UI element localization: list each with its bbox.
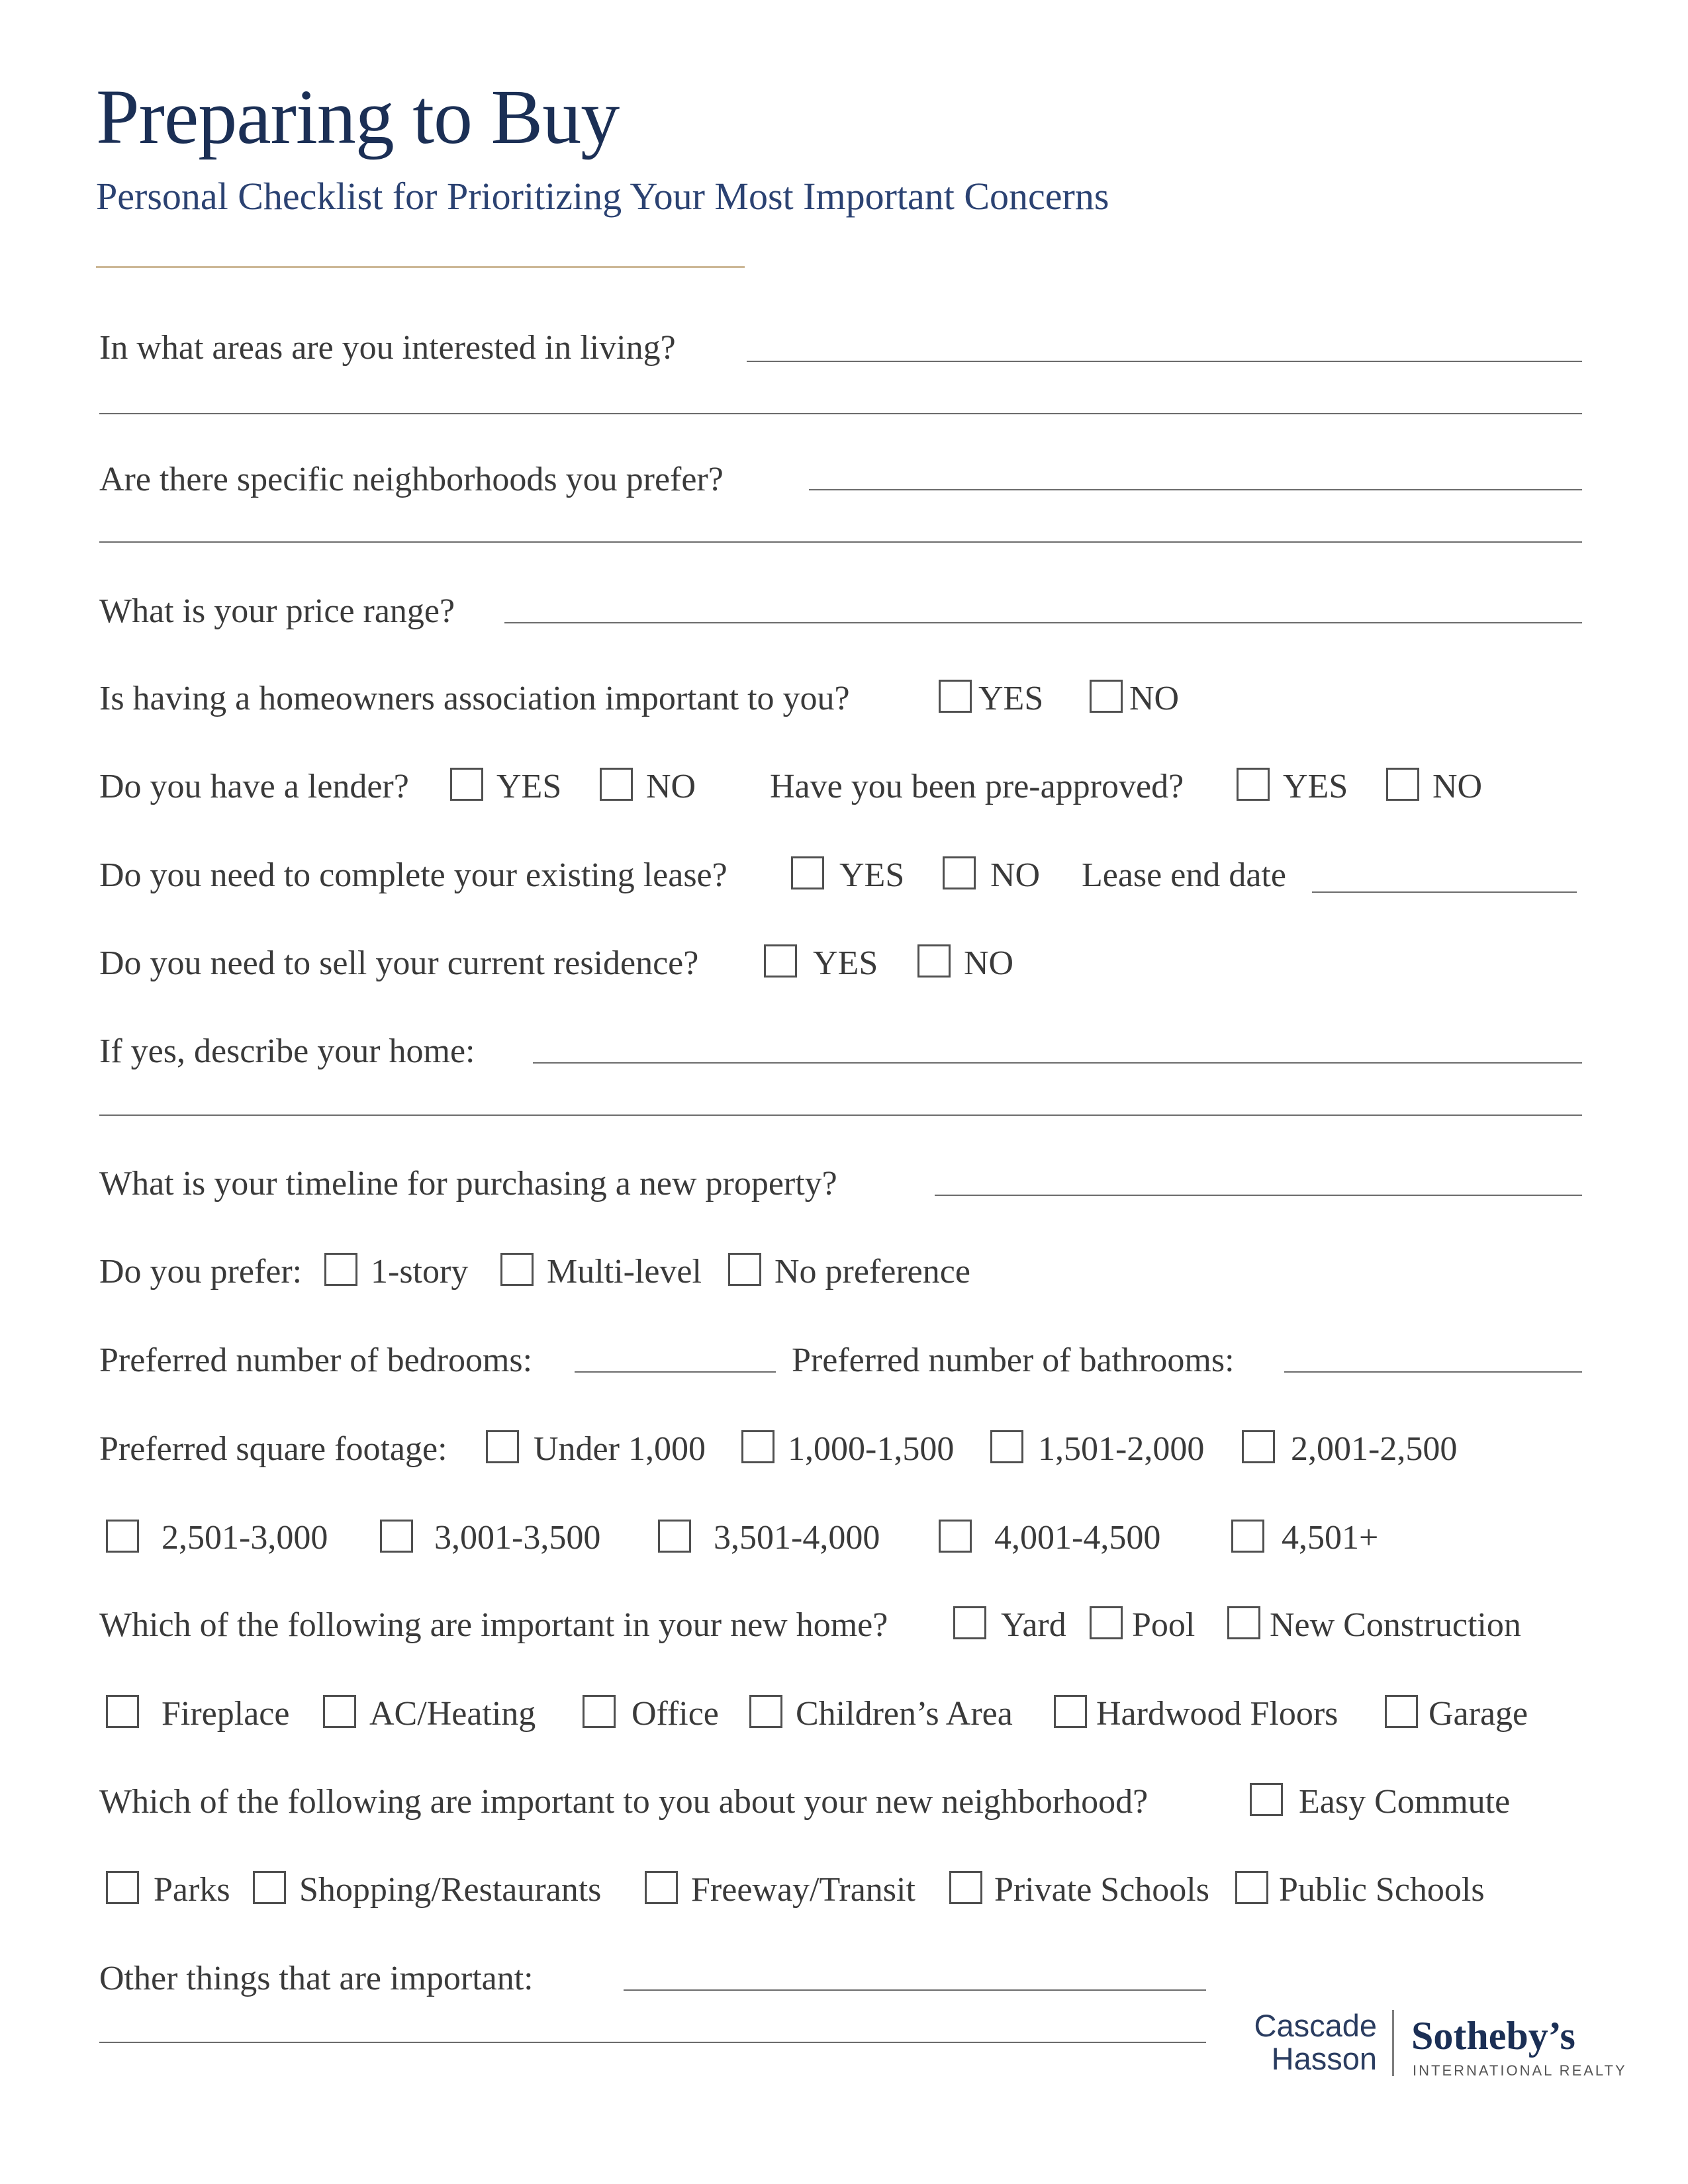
hoa-yes-label: YES xyxy=(978,680,1044,717)
shopping-restaurants-checkbox[interactable] xyxy=(253,1871,286,1904)
pool-checkbox[interactable] xyxy=(1090,1606,1123,1639)
sell-residence-label: Do you need to sell your current residence? xyxy=(99,944,699,982)
lease-yes-checkbox[interactable] xyxy=(791,856,824,889)
areas-field[interactable] xyxy=(747,361,1582,362)
bedrooms-label: Preferred number of bedrooms: xyxy=(99,1342,533,1379)
other-field[interactable] xyxy=(624,1989,1206,1991)
sqft-option-label: 4,001-4,500 xyxy=(994,1519,1161,1557)
sqft-option-label: 2,501-3,000 xyxy=(162,1519,328,1557)
lease-end-label: Lease end date xyxy=(1082,856,1286,894)
sell-yes-label: YES xyxy=(813,944,878,982)
preapproved-label: Have you been pre-approved? xyxy=(770,768,1184,805)
neighborhoods-label: Are there specific neighborhoods you prefer? xyxy=(99,461,724,498)
hoa-yes-checkbox[interactable] xyxy=(939,680,972,713)
home-feature-label: New Construction xyxy=(1270,1606,1521,1644)
neighborhood-feature-label: Shopping/Restaurants xyxy=(299,1871,602,1909)
page-title: Preparing to Buy xyxy=(96,73,620,160)
lender-no-label: NO xyxy=(646,768,696,805)
sqft-4001-4500-checkbox[interactable] xyxy=(939,1520,972,1553)
logo-divider xyxy=(1392,2010,1394,2076)
lease-no-label: NO xyxy=(990,856,1041,894)
sqft-3001-3500-checkbox[interactable] xyxy=(380,1520,413,1553)
neighborhood-feature-label: Freeway/Transit xyxy=(691,1871,915,1909)
sell-no-label: NO xyxy=(964,944,1014,982)
describe-home-field-line-2[interactable] xyxy=(99,1115,1582,1116)
sqft-3501-4000-checkbox[interactable] xyxy=(658,1520,691,1553)
home-feature-label: AC/Heating xyxy=(369,1695,536,1733)
sqft-2501-3000-checkbox[interactable] xyxy=(106,1520,139,1553)
cascade-hasson-logo xyxy=(1231,2009,1377,2075)
lease-no-checkbox[interactable] xyxy=(943,856,976,889)
sqft-option-label: Under 1,000 xyxy=(534,1430,706,1468)
sell-yes-checkbox[interactable] xyxy=(764,944,797,978)
parks-checkbox[interactable] xyxy=(106,1871,139,1904)
bathrooms-field[interactable] xyxy=(1284,1371,1582,1373)
prefer-label: Do you prefer: xyxy=(99,1253,303,1291)
lease-label: Do you need to complete your existing lease? xyxy=(99,856,727,894)
ac-heating-checkbox[interactable] xyxy=(323,1695,356,1728)
hoa-label: Is having a homeowners association important to you? xyxy=(99,680,850,717)
home-feature-label: Office xyxy=(632,1695,719,1733)
multi-level-checkbox[interactable] xyxy=(500,1253,534,1286)
one-story-label: 1-story xyxy=(371,1253,469,1291)
describe-home-label: If yes, describe your home: xyxy=(99,1032,475,1070)
timeline-field[interactable] xyxy=(935,1195,1582,1196)
neighborhoods-field-line-2[interactable] xyxy=(99,541,1582,543)
lease-end-field[interactable] xyxy=(1312,891,1577,893)
lender-label: Do you have a lender? xyxy=(99,768,409,805)
home-feature-label: Children’s Area xyxy=(796,1695,1013,1733)
sqft-option-label: 1,000-1,500 xyxy=(788,1430,955,1468)
sqft-2001-2500-checkbox[interactable] xyxy=(1242,1430,1275,1463)
home-feature-label: Hardwood Floors xyxy=(1096,1695,1338,1733)
sqft-1000-1500-checkbox[interactable] xyxy=(741,1430,774,1463)
sqft-option-label: 3,001-3,500 xyxy=(434,1519,601,1557)
other-label: Other things that are important: xyxy=(99,1960,534,1997)
no-preference-label: No preference xyxy=(774,1253,970,1291)
hardwood-floors-checkbox[interactable] xyxy=(1054,1695,1087,1728)
yard-checkbox[interactable] xyxy=(953,1606,986,1639)
private-schools-checkbox[interactable] xyxy=(949,1871,982,1904)
sqft-option-label: 4,501+ xyxy=(1282,1519,1379,1557)
neighborhood-feature-label: Private Schools xyxy=(994,1871,1209,1909)
international-realty-text: INTERNATIONAL REALTY xyxy=(1413,2062,1627,2079)
page-subtitle: Personal Checklist for Prioritizing Your Most Important Concerns xyxy=(96,175,1109,218)
home-features-label: Which of the following are important in your new home? xyxy=(99,1606,888,1644)
describe-home-field[interactable] xyxy=(533,1062,1582,1064)
childrens-area-checkbox[interactable] xyxy=(749,1695,782,1728)
sqft-1501-2000-checkbox[interactable] xyxy=(990,1430,1023,1463)
logo-hasson-text: Hasson xyxy=(1271,2040,1377,2076)
preapproved-no-label: NO xyxy=(1432,768,1483,805)
multi-level-label: Multi-level xyxy=(547,1253,702,1291)
other-field-line-2[interactable] xyxy=(99,2042,1206,2043)
home-feature-label: Garage xyxy=(1429,1695,1528,1733)
sell-no-checkbox[interactable] xyxy=(917,944,951,978)
garage-checkbox[interactable] xyxy=(1385,1695,1418,1728)
lender-no-checkbox[interactable] xyxy=(600,768,633,801)
preapproved-yes-label: YES xyxy=(1283,768,1348,805)
preapproved-no-checkbox[interactable] xyxy=(1386,768,1419,801)
one-story-checkbox[interactable] xyxy=(324,1253,357,1286)
neighborhood-features-label: Which of the following are important to you about your new neighborhood? xyxy=(99,1783,1149,1821)
home-feature-label: Yard xyxy=(1001,1606,1066,1644)
home-feature-label: Pool xyxy=(1132,1606,1196,1644)
sqft-under-1000-checkbox[interactable] xyxy=(486,1430,519,1463)
no-preference-checkbox[interactable] xyxy=(728,1253,761,1286)
neighborhood-feature-label: Parks xyxy=(154,1871,230,1909)
hoa-no-checkbox[interactable] xyxy=(1090,680,1123,713)
sqft-option-label: 2,001-2,500 xyxy=(1291,1430,1458,1468)
lease-yes-label: YES xyxy=(839,856,905,894)
neighborhoods-field[interactable] xyxy=(809,489,1582,490)
sqft-option-label: 3,501-4,000 xyxy=(714,1519,880,1557)
neighborhood-feature-label: Public Schools xyxy=(1279,1871,1485,1909)
sqft-4501-plus-checkbox[interactable] xyxy=(1231,1520,1264,1553)
easy-commute-checkbox[interactable] xyxy=(1250,1783,1283,1816)
office-checkbox[interactable] xyxy=(583,1695,616,1728)
areas-label: In what areas are you interested in living? xyxy=(99,329,676,367)
public-schools-checkbox[interactable] xyxy=(1235,1871,1268,1904)
price-range-label: What is your price range? xyxy=(99,592,455,630)
new-construction-checkbox[interactable] xyxy=(1227,1606,1260,1639)
timeline-label: What is your timeline for purchasing a new property? xyxy=(99,1165,837,1203)
sqft-option-label: 1,501-2,000 xyxy=(1038,1430,1205,1468)
logo-cascade-text: Cascade xyxy=(1254,2008,1377,2043)
freeway-transit-checkbox[interactable] xyxy=(645,1871,678,1904)
areas-field-line-2[interactable] xyxy=(99,413,1582,414)
sqft-label: Preferred square footage: xyxy=(99,1430,447,1468)
preapproved-yes-checkbox[interactable] xyxy=(1237,768,1270,801)
bathrooms-label: Preferred number of bathrooms: xyxy=(792,1342,1235,1379)
sothebys-logo-text: Sotheby’s xyxy=(1411,2014,1575,2058)
bedrooms-field[interactable] xyxy=(575,1371,776,1373)
price-range-field[interactable] xyxy=(504,622,1582,623)
fireplace-checkbox[interactable] xyxy=(106,1695,139,1728)
neighborhood-feature-label: Easy Commute xyxy=(1299,1783,1511,1821)
hoa-no-label: NO xyxy=(1129,680,1180,717)
title-divider xyxy=(96,266,745,268)
lender-yes-checkbox[interactable] xyxy=(450,768,483,801)
home-feature-label: Fireplace xyxy=(162,1695,290,1733)
lender-yes-label: YES xyxy=(496,768,562,805)
